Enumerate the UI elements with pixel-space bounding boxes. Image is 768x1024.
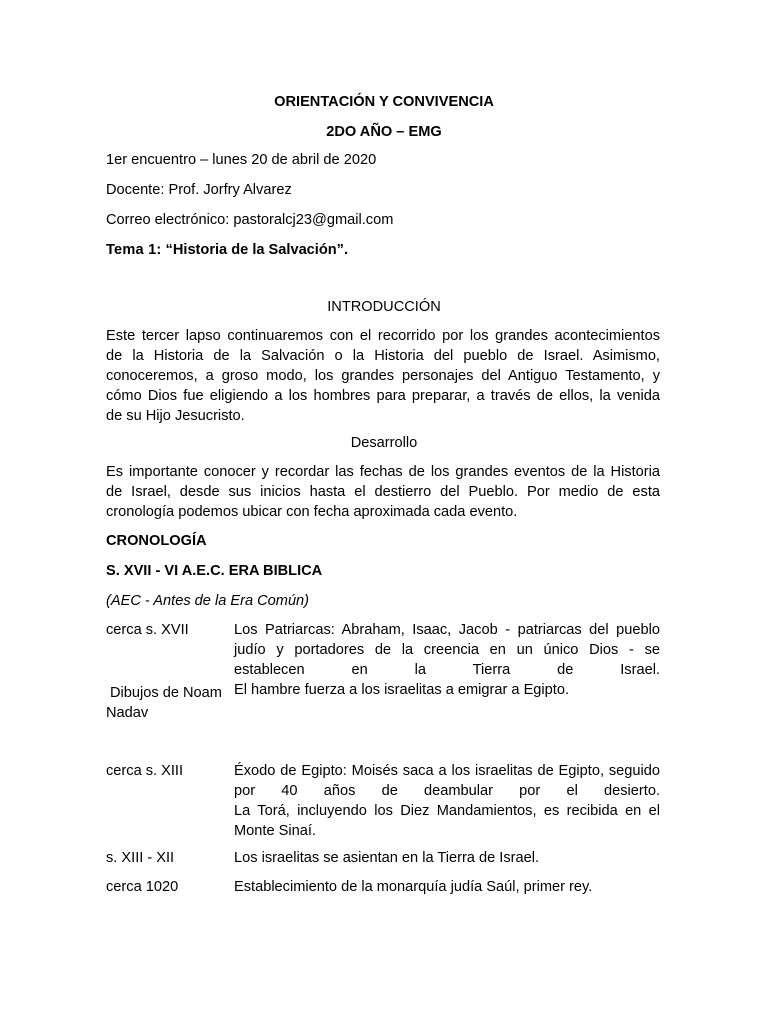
- timeline-date: cerca s. XIII: [106, 763, 184, 779]
- description-line: por 40 años de deambular por el desierto.: [234, 783, 660, 799]
- paragraph-line: Este tercer lapso continuaremos con el recorrido por los grandes acontecimientos: [106, 328, 660, 344]
- paragraph-line: de la Historia de la Salvación o la Historia del pueblo de Israel. Asimismo,: [106, 348, 660, 364]
- era-heading: S. XVII - VI A.E.C. ERA BIBLICA: [106, 563, 323, 579]
- timeline-date: cerca 1020: [106, 879, 179, 895]
- introduccion-heading: INTRODUCCIÓN: [327, 299, 441, 315]
- correo-line: Correo electrónico: pastoralcj23@gmail.com: [106, 212, 394, 228]
- timeline-description: [234, 877, 660, 897]
- paragraph-line: de Israel, desde sus inicios hasta el destierro del Pueblo. Por medio de esta: [106, 484, 660, 500]
- timeline-date: s. XIII - XII: [106, 850, 175, 866]
- description-line: Los israelitas se asientan en la Tierra de Israel.: [234, 850, 540, 866]
- paragraph-line: cómo Dios fue eligiendo a los hombres para preparar, a través de ellos, la venida: [106, 388, 660, 404]
- caption-line: Nadav: [106, 705, 149, 721]
- tema-title: “Historia de la Salvación”.: [165, 242, 349, 258]
- timeline-description: [234, 761, 660, 841]
- tema-label: Tema 1:: [106, 242, 162, 258]
- description-line: El hambre fuerza a los israelitas a emigrar a Egipto.: [234, 682, 570, 698]
- document-subtitle: 2DO AÑO – EMG: [326, 124, 442, 140]
- document-title: ORIENTACIÓN Y CONVIVENCIA: [274, 94, 494, 110]
- image-caption: [106, 683, 230, 723]
- description-line: Monte Sinaí.: [234, 823, 316, 839]
- docente-line: Docente: Prof. Jorfry Alvarez: [106, 182, 292, 198]
- encuentro-line: 1er encuentro – lunes 20 de abril de 2020: [106, 152, 377, 168]
- description-line: Los Patriarcas: Abraham, Isaac, Jacob - patriarcas del pueblo: [234, 622, 660, 638]
- tema-line: [106, 240, 348, 260]
- timeline-description: [234, 848, 660, 868]
- description-line: Éxodo de Egipto: Moisés saca a los israelitas de Egipto, seguido: [234, 763, 660, 779]
- description-line: establecen en la Tierra de Israel.: [234, 662, 660, 678]
- description-line: Establecimiento de la monarquía judía Saúl, primer rey.: [234, 879, 593, 895]
- timeline-date: cerca s. XVII: [106, 622, 189, 638]
- timeline-description: [234, 620, 660, 700]
- description-line: judío y portadores de la creencia en un único Dios - se: [234, 642, 660, 658]
- desarrollo-heading: Desarrollo: [350, 435, 418, 451]
- cronologia-heading: CRONOLOGÍA: [106, 533, 207, 549]
- paragraph-line: Es importante conocer y recordar las fechas de los grandes eventos de la Historia: [106, 464, 660, 480]
- desarrollo-paragraph: [106, 462, 660, 522]
- paragraph-line: de su Hijo Jesucristo.: [106, 408, 245, 424]
- introduccion-paragraph: [106, 326, 660, 426]
- description-line: La Torá, incluyendo los Diez Mandamientos, es recibida en el: [234, 803, 660, 819]
- paragraph-line: cronología podemos ubicar con fecha aproximada cada evento.: [106, 504, 518, 520]
- paragraph-line: conoceremos, a groso modo, los grandes personajes del Antiguo Testamento, y: [106, 368, 660, 384]
- caption-line: Dibujos de Noam: [110, 685, 222, 701]
- era-note: (AEC - Antes de la Era Común): [106, 593, 310, 609]
